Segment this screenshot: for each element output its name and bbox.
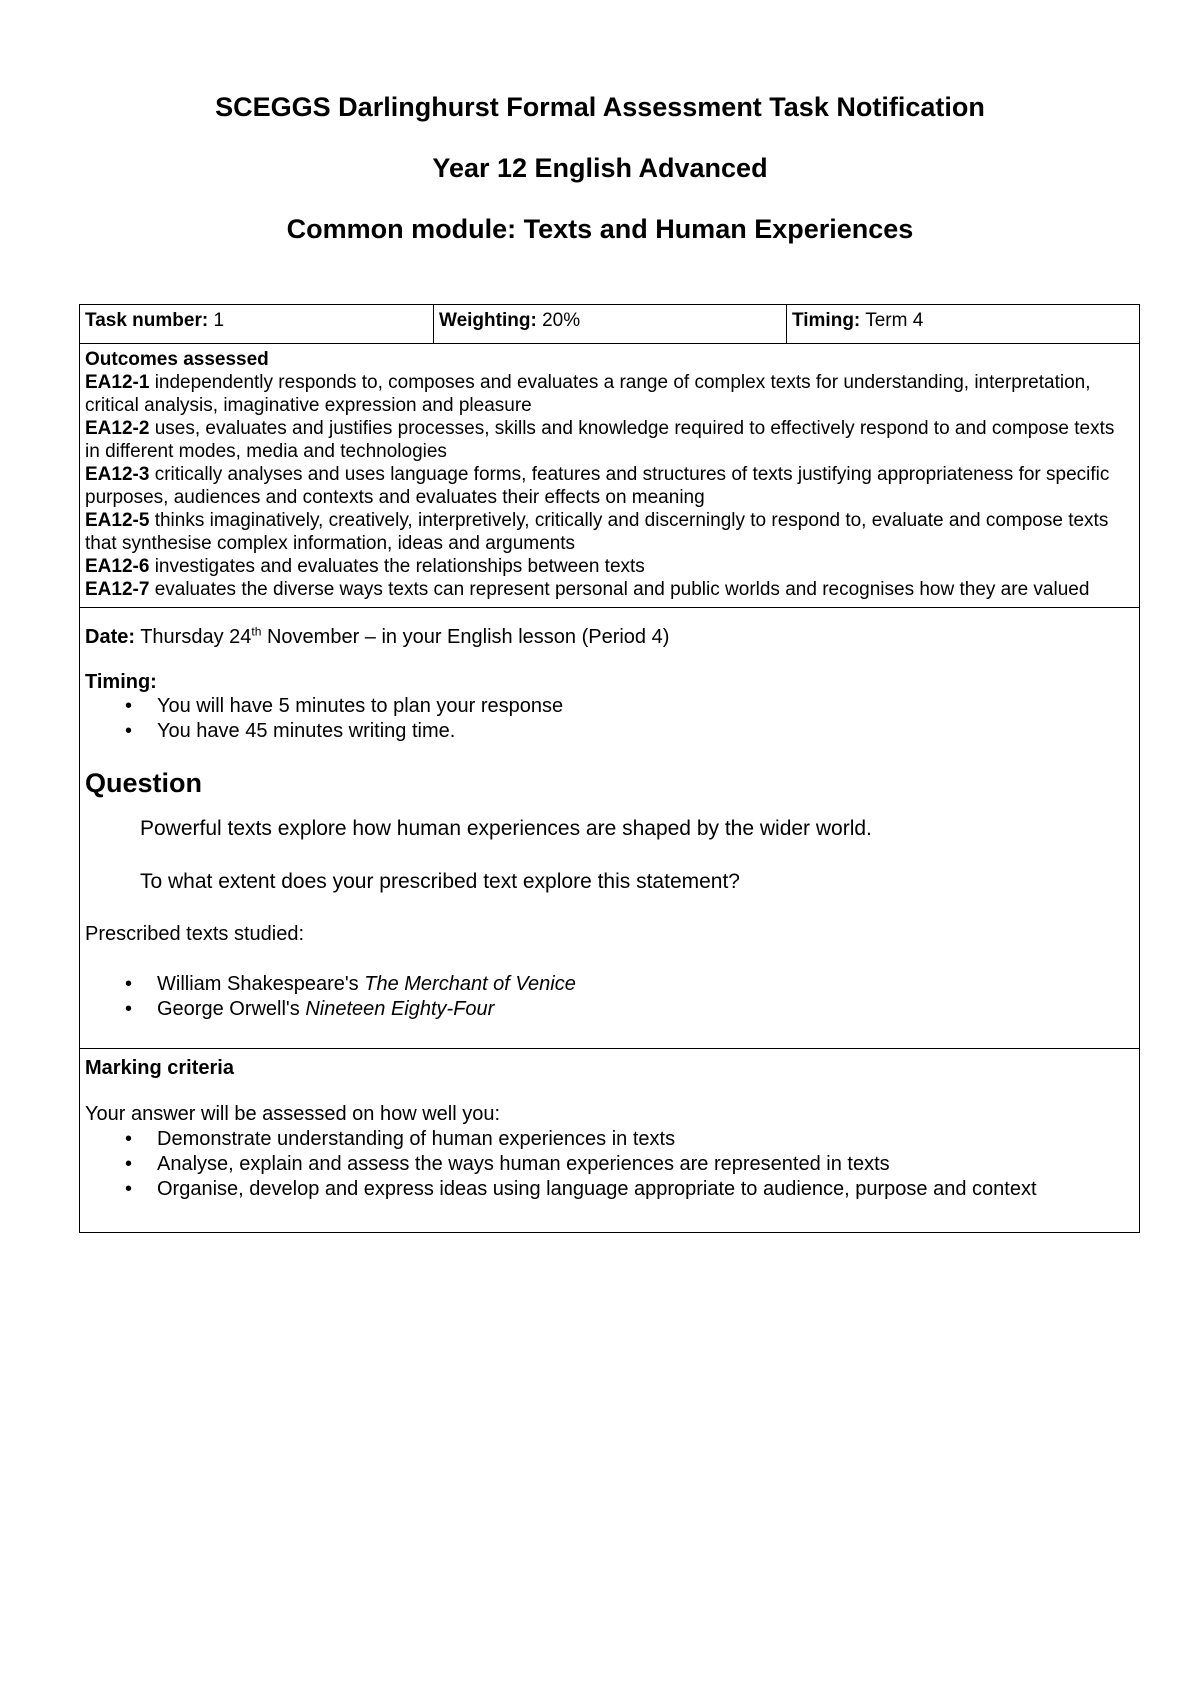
- list-item: • Demonstrate understanding of human experiences in texts: [85, 1127, 1134, 1152]
- document-header: [0, 90, 1200, 273]
- list-item: • You will have 5 minutes to plan your response: [85, 694, 1134, 719]
- list-item: • Analyse, explain and assess the ways human experiences are represented in texts: [85, 1152, 1134, 1177]
- timing-cell: Timing: Term 4: [787, 305, 1140, 344]
- marking-heading: Marking criteria: [85, 1057, 234, 1079]
- date-line: Date: Thursday 24th November – in your English lesson (Period 4): [85, 624, 670, 648]
- weighting-value: 20%: [542, 310, 581, 331]
- marking-list: [85, 1127, 1134, 1202]
- prescribed-heading: Prescribed texts studied:: [85, 923, 304, 945]
- details-cell: [80, 608, 1140, 1049]
- task-info-row: [80, 305, 1140, 344]
- outcome-item: EA12-3 critically analyses and uses language forms, features and structures of texts justifying appropriateness for specific purposes, audiences and contexts and evaluates their effects on meaning: [85, 464, 1110, 508]
- weighting-cell: Weighting: 20%: [434, 305, 787, 344]
- outcome-item: EA12-2 uses, evaluates and justifies processes, skills and knowledge required to effectively respond to and compose texts in different modes, media and technologies: [85, 418, 1115, 462]
- outcomes-cell: [80, 344, 1140, 608]
- outcome-item: EA12-5 thinks imaginatively, creatively, interpretively, critically and discerningly to respond to, evaluate and compose texts that synthesise complex information, ideas and arguments: [85, 510, 1109, 554]
- list-item: • George Orwell's Nineteen Eighty-Four: [85, 997, 1134, 1022]
- module-title: Common module: Texts and Human Experiences: [286, 214, 914, 244]
- outcomes-heading: Outcomes assessed: [85, 349, 269, 370]
- marking-intro: Your answer will be assessed on how well you:: [85, 1103, 501, 1125]
- outcome-item: EA12-6 investigates and evaluates the relationships between texts: [85, 556, 645, 577]
- question-prompt: To what extent does your prescribed text explore this statement?: [140, 870, 740, 893]
- outcomes-row: [80, 344, 1140, 608]
- document-title: SCEGGS Darlinghurst Formal Assessment Task Notification: [215, 92, 985, 122]
- course-title: Year 12 English Advanced: [432, 153, 768, 183]
- task-number-cell: Task number: 1: [80, 305, 434, 344]
- timing-list: [85, 694, 1134, 744]
- prescribed-list: [85, 972, 1134, 1022]
- list-item: • You have 45 minutes writing time.: [85, 719, 1134, 744]
- marking-row: [80, 1049, 1140, 1233]
- task-number: 1: [213, 310, 225, 331]
- timing-value: Term 4: [865, 310, 924, 331]
- marking-cell: [80, 1049, 1140, 1233]
- outcome-item: EA12-1 independently responds to, composes and evaluates a range of complex texts for understanding, interpretation, critical analysis, imaginative expression and pleasure: [85, 372, 1091, 416]
- list-item: • William Shakespeare's The Merchant of Venice: [85, 972, 1134, 997]
- task-table: [79, 304, 1140, 1233]
- list-item: • Organise, develop and express ideas using language appropriate to audience, purpose and context: [85, 1177, 1134, 1202]
- outcome-item: EA12-7 evaluates the diverse ways texts can represent personal and public worlds and recognises how they are valued: [85, 579, 1090, 600]
- question-heading: Question: [85, 768, 203, 798]
- timing-heading: Timing:: [85, 671, 157, 693]
- question-statement: Powerful texts explore how human experiences are shaped by the wider world.: [140, 817, 872, 840]
- details-row: [80, 608, 1140, 1049]
- question-body: [85, 817, 1134, 893]
